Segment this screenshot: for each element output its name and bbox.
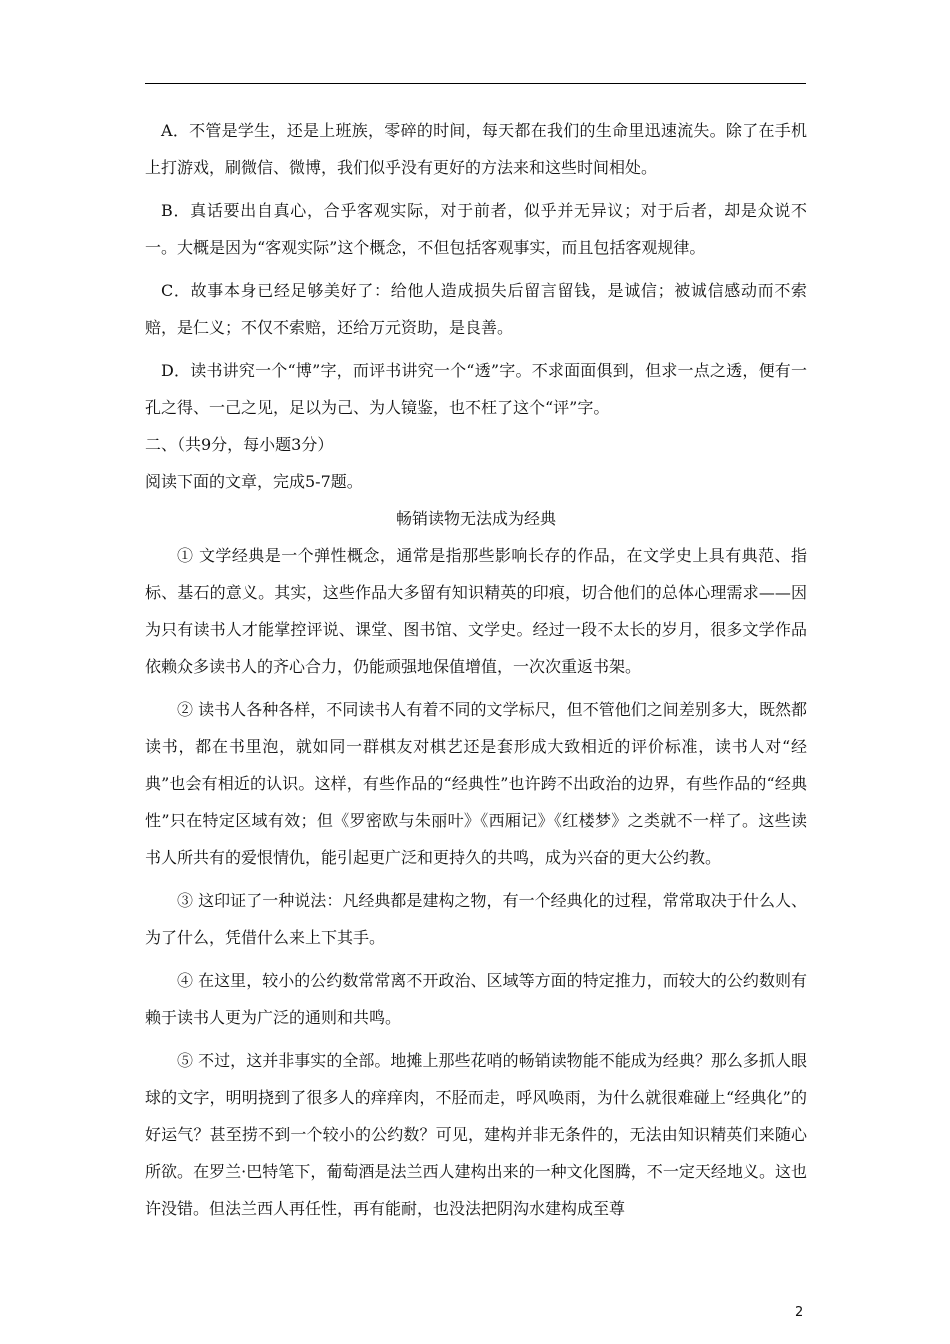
- article-title: 畅销读物无法成为经典: [395, 509, 556, 528]
- page-content: [145, 112, 807, 1227]
- section-instruction: 阅读下面的文章，完成5-7题。: [145, 472, 363, 491]
- article-paragraph-5: ⑤ 不过，这并非事实的全部。地摊上那些花哨的畅销读物能不能成为经典？那么多抓人眼球的文字，明明挠到了很多人的痒痒肉，不胫而走，呼风唤雨，为什么就很难碰上“经典化”的好运气？甚至捞不到一个较小的公约数？可见，建构并非无条件的，无法由知识精英们来随心所欲。在罗兰·巴特笔下，葡萄酒是法兰西人建构出来的一种文化图腾，不一定天经地义。这也许没错。但法兰西人再任性，再有能耐，也没法把阴沟水建构成至尊: [145, 1051, 807, 1218]
- article-paragraph-4: ④ 在这里，较小的公约数常常离不开政治、区域等方面的特定推力，而较大的公约数则有赖于读书人更为广泛的通则和共鸣。: [145, 971, 807, 1027]
- article-paragraph-2: ② 读书人各种各样，不同读书人有着不同的文学标尺，但不管他们之间差别多大，既然都读书，都在书里泡，就如同一群棋友对棋艺还是套形成大致相近的评价标准，读书人对“经典”也会有相近的认识。这样，有些作品的“经典性”也许跨不出政治的边界，有些作品的“经典性”只在特定区域有效；但《罗密欧与朱丽叶》《西厢记》《红楼梦》之类就不一样了。这些读书人所共有的爱恨情仇，能引起更广泛和更持久的共鸣，成为兴奋的更大公约教。: [145, 700, 807, 867]
- page-number: 2: [795, 1305, 804, 1320]
- section-heading: 二、（共9分，每小题3分）: [145, 435, 334, 454]
- option-c: C．故事本身已经足够美好了：给他人造成损失后留言留钱，是诚信；被诚信感动而不索赔，是仁义；不仅不索赔，还给万元资助，是良善。: [145, 281, 807, 337]
- header-rule: [145, 83, 806, 84]
- option-b: B．真话要出自真心，合乎客观实际，对于前者，似乎并无异议；对于后者，却是众说不一。大概是因为“客观实际”这个概念，不但包括客观事实，而且包括客观规律。: [145, 201, 807, 257]
- option-a: A．不管是学生，还是上班族，零碎的时间，每天都在我们的生命里迅速流失。除了在手机上打游戏，刷微信、微博，我们似乎没有更好的方法来和这些时间相处。: [145, 121, 807, 177]
- article-paragraph-3: ③ 这印证了一种说法：凡经典都是建构之物，有一个经典化的过程，常常取决于什么人、为了什么，凭借什么来上下其手。: [145, 891, 807, 947]
- option-d: D．读书讲究一个“博”字，而评书讲究一个“透”字。不求面面俱到，但求一点之透，便有一孔之得、一己之见，足以为己、为人镜鉴，也不枉了这个“评”字。: [145, 361, 807, 417]
- article-paragraph-1: ① 文学经典是一个弹性概念，通常是指那些影响长存的作品，在文学史上具有典范、指标、基石的意义。其实，这些作品大多留有知识精英的印痕，切合他们的总体心理需求——因为只有读书人才能掌控评说、课堂、图书馆、文学史。经过一段不太长的岁月，很多文学作品依赖众多读书人的齐心合力，仍能顽强地保值增值，一次次重返书架。: [145, 546, 807, 676]
